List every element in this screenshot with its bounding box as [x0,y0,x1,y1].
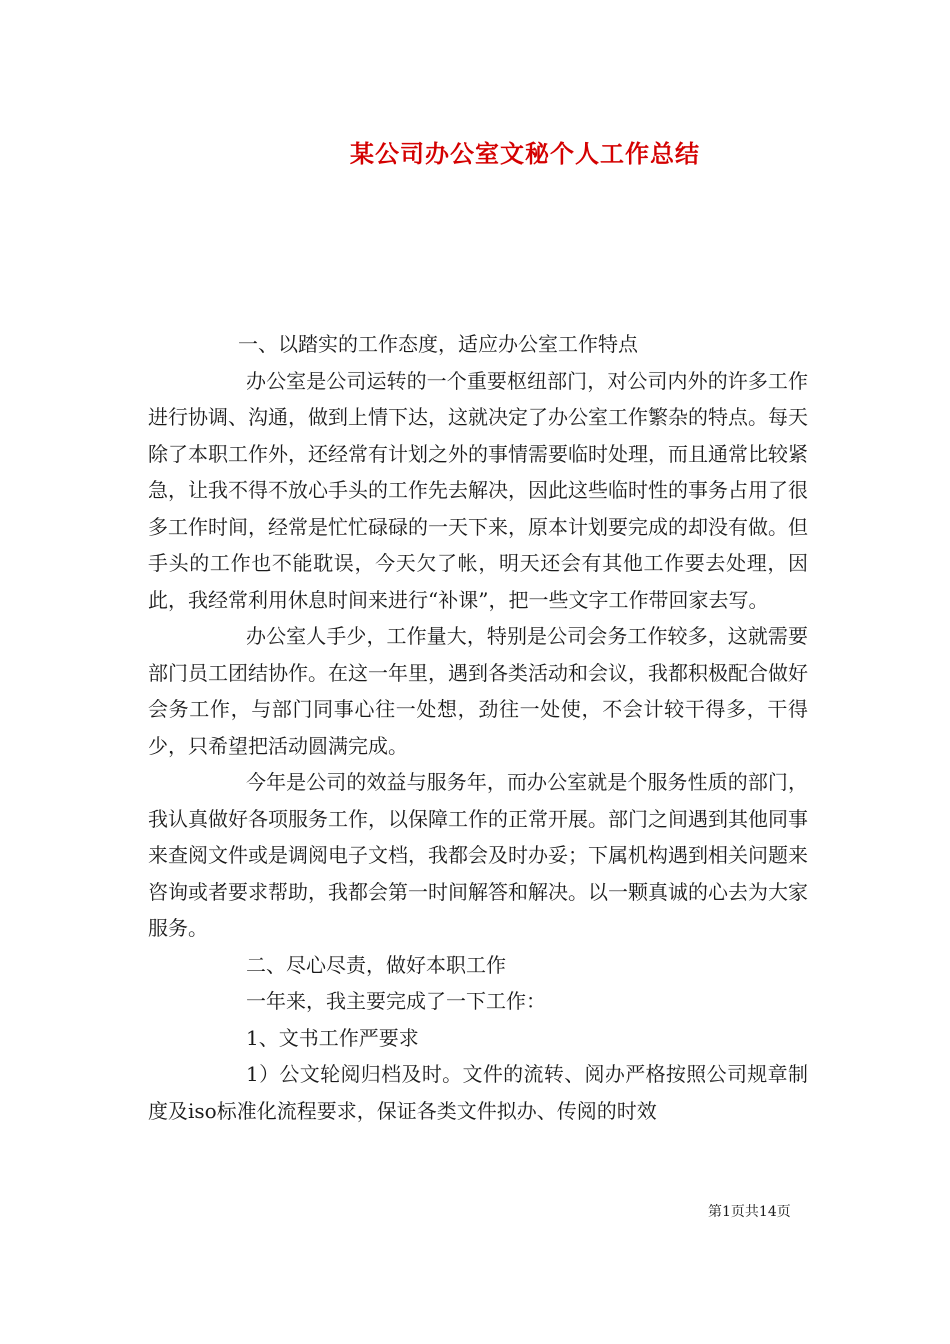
document-body [148,326,808,1129]
section-heading-1: 一、以踏实的工作态度，适应办公室工作特点 [238,332,638,356]
document-title: 某公司办公室文秘个人工作总结 [350,139,700,168]
section-heading-2: 二、尽心尽责，做好本职工作 [246,952,506,977]
paragraph: 1）公文轮阅归档及时。文件的流转、阅办严格按照公司规章制度及iso标准化流程要求，保证各类文件拟办、传阅的时效 [148,1062,808,1123]
page-number-footer: 第1页共14页 [708,1204,791,1220]
subsection-heading: 1、文书工作严要求 [246,1025,419,1050]
paragraph: 办公室人手少，工作量大，特别是公司会务工作较多，这就需要部门员工团结协作。在这一年里，遇到各类活动和会议，我都积极配合做好会务工作，与部门同事心往一处想，劲往一处使，不会计较干得多，干得少，只希望把活动圆满完成。 [148,624,808,758]
paragraph: 办公室是公司运转的一个重要枢纽部门，对公司内外的许多工作进行协调、沟通，做到上情下达，这就决定了办公室工作繁杂的特点。每天除了本职工作外，还经常有计划之外的事情需要临时处理，而且通常比较紧急，让我不得不放心手头的工作先去解决，因此这些临时性的事务占用了很多工作时间，经常是忙忙碌碌的一天下来，原本计划要完成的却没有做。但手头的工作也不能耽误，今天欠了帐，明天还会有其他工作要去处理，因此，我经常利用休息时间来进行“补课”，把一些文字工作带回家去写。 [148,368,808,612]
paragraph: 一年来，我主要完成了一下工作： [246,989,546,1013]
paragraph: 今年是公司的效益与服务年，而办公室就是个服务性质的部门，我认真做好各项服务工作，以保障工作的正常开展。部门之间遇到其他同事来查阅文件或是调阅电子文档，我都会及时办妥；下属机构遇到相关问题来咨询或者要求帮助，我都会第一时间解答和解决。以一颗真诚的心去为大家服务。 [148,770,808,940]
